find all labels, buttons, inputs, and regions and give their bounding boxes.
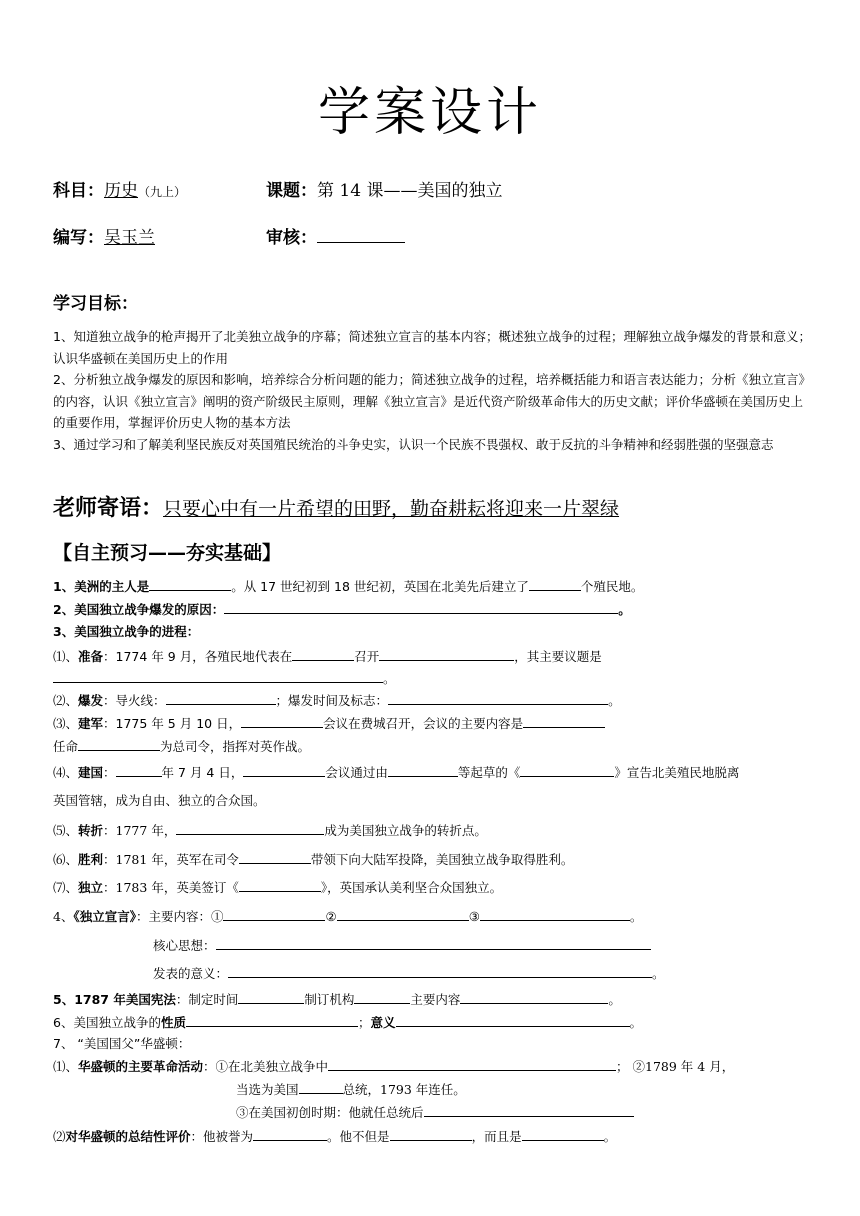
review-label: 审核： <box>266 228 317 248</box>
q5-row <box>53 989 621 1008</box>
q2-text: 2、美国独立战争爆发的原因： <box>53 602 225 617</box>
s7-blank <box>239 877 321 892</box>
q1-blank-2 <box>529 576 581 591</box>
q6-text-c: ； <box>357 1015 371 1030</box>
s1-end: 。 <box>383 671 396 686</box>
s2-blank-2 <box>388 690 608 705</box>
s6-text-b: 带领下向大陆军投降，美国独立战争取得胜利。 <box>310 852 574 867</box>
q4-significance-row <box>153 963 665 982</box>
s4-blank-1 <box>116 762 162 777</box>
s6-row <box>53 849 573 868</box>
objective-2: 2、分析独立战争爆发的原因和影响，培养综合分析问题的能力；简述独立战争的过程，培养概括能力和语言表达能力；分析《独立宣言》的内容，认识《独立宣言》阐明的资产阶级民主原则，理解《独立宣言》是近代资产阶级革命伟大的历史文献；评价华盛顿在美国历史上的重要作用，掌握评价历史人物的基本方法 <box>53 372 811 430</box>
lesson-label: 课题： <box>266 181 317 201</box>
w1-row <box>53 1056 734 1075</box>
s1-blank-2 <box>379 646 514 661</box>
lesson-row <box>266 176 502 201</box>
q1-blank-1 <box>149 576 231 591</box>
s4-blank-3 <box>388 762 458 777</box>
s1-blank-3 <box>53 668 383 683</box>
q6-label-nature: 性质 <box>160 1015 186 1030</box>
s1-blank-1 <box>292 646 354 661</box>
w1-text-d: 总统，1793 年连任。 <box>342 1082 466 1097</box>
s4-row <box>53 762 739 781</box>
s4-text-e: 》宣告北美殖民地脱离 <box>614 765 740 780</box>
q5-text-c: 主要内容 <box>410 992 461 1007</box>
s7-row <box>53 877 502 896</box>
w2-no: ⑵ <box>53 1129 66 1144</box>
s4-blank-4 <box>520 762 614 777</box>
q6-end: 。 <box>629 1015 643 1030</box>
s1-no: ⑴、 <box>53 649 79 664</box>
q5-blank-3 <box>460 989 608 1004</box>
teacher-label: 老师寄语： <box>53 496 164 521</box>
s5-row <box>53 820 487 839</box>
s1-label: 准备 <box>78 649 104 664</box>
q5-text-a: ：制定时间 <box>175 992 239 1007</box>
w2-row <box>53 1126 616 1145</box>
s4-blank-2 <box>243 762 325 777</box>
w2-end: 。 <box>603 1129 617 1144</box>
w2-label: 对华盛顿的总结性评价 <box>65 1129 191 1144</box>
w2-blank-1 <box>253 1126 327 1141</box>
s3-blank-1 <box>241 713 323 728</box>
q1-text-c: 个殖民地。 <box>580 579 644 594</box>
s2-no: ⑵、 <box>53 693 79 708</box>
w1-blank-2 <box>299 1079 343 1094</box>
q7-row: 7、 “美国国父”华盛顿： <box>53 1036 191 1051</box>
q6-row <box>53 1012 642 1031</box>
w2-text-c: ，而且是 <box>471 1129 522 1144</box>
teacher-text: 只要心中有一片希望的田野，勤奋耕耘将迎来一片翠绿 <box>163 498 620 520</box>
q1-text-a: 1、美洲的主人是 <box>53 579 150 594</box>
q4-significance-label: 发表的意义： <box>153 966 229 981</box>
subject-value: 历史 <box>104 181 138 201</box>
q4-label: 《独立宣言》 <box>73 909 136 924</box>
w2-blank-3 <box>522 1126 604 1141</box>
q2-row <box>53 599 631 618</box>
s4-no: ⑷、 <box>53 765 79 780</box>
s1-text-a: ：1774 年 9 月，各殖民地代表在 <box>103 649 293 664</box>
w1-row-3 <box>236 1102 634 1121</box>
q4-significance-end: 。 <box>652 966 665 981</box>
q4-end: 。 <box>629 909 643 924</box>
q4-core-row <box>153 935 651 954</box>
lesson-value: 第 14 课——美国的独立 <box>317 181 503 201</box>
s6-label: 胜利 <box>78 852 104 867</box>
s2-text-b: ；爆发时间及标志： <box>275 693 389 708</box>
s6-text-a: ：1781 年，英军在司令 <box>103 852 239 867</box>
w1-blank-3 <box>424 1102 634 1117</box>
s5-no: ⑸、 <box>53 823 79 838</box>
q4-text-b: ② <box>325 909 337 924</box>
s5-text-b: 成为美国独立战争的转折点。 <box>324 823 487 838</box>
s3-no: ⑶、 <box>53 716 79 731</box>
review-row <box>266 223 405 248</box>
q6-blank-1 <box>186 1012 358 1027</box>
s2-row <box>53 690 621 709</box>
w1-label: 华盛顿的主要革命活动 <box>78 1059 204 1074</box>
q2-end: 。 <box>618 602 631 617</box>
author-row <box>53 223 155 248</box>
subject-row <box>53 176 186 201</box>
q5-end: 。 <box>608 992 621 1007</box>
q4-text-a: ：主要内容：① <box>135 909 224 924</box>
s4-row-2: 英国管辖，成为自由、独立的合众国。 <box>53 793 266 808</box>
q5-text-b: 制订机构 <box>304 992 355 1007</box>
s3-row-2 <box>53 736 310 755</box>
q4-no: 4、 <box>53 909 74 924</box>
q4-significance-blank <box>228 963 652 978</box>
w1-row-2 <box>236 1079 466 1098</box>
q2-blank <box>224 599 618 614</box>
s3-row <box>53 713 605 732</box>
q4-row <box>53 906 642 925</box>
objectives-heading: 学习目标： <box>53 294 138 314</box>
s7-no: ⑺、 <box>53 880 79 895</box>
q3-row: 3、美国独立战争的进程： <box>53 624 200 639</box>
w2-blank-2 <box>390 1126 472 1141</box>
w2-text-a: ：他被誉为 <box>190 1129 254 1144</box>
q5-blank-2 <box>354 989 410 1004</box>
s1-text-b: 召开 <box>354 649 380 664</box>
subject-label: 科目： <box>53 181 104 201</box>
w1-text-c: 当选为美国 <box>236 1082 299 1097</box>
q4-blank-3 <box>480 906 630 921</box>
s7-label: 独立 <box>78 880 104 895</box>
q4-blank-2 <box>337 906 469 921</box>
s1-row-2 <box>53 668 396 687</box>
teacher-quote <box>53 491 619 522</box>
w1-text-a: ：①在北美独立战争中 <box>203 1059 329 1074</box>
w1-blank-1 <box>328 1056 616 1071</box>
q4-text-c: ③ <box>468 909 480 924</box>
author-label: 编写： <box>53 228 104 248</box>
s3-text-a: ：1775 年 5 月 10 日， <box>103 716 242 731</box>
s3-label: 建军 <box>78 716 104 731</box>
q5-blank-1 <box>238 989 304 1004</box>
q6-label-meaning: 意义 <box>370 1015 396 1030</box>
s3-text-c: 任命 <box>53 739 79 754</box>
s6-no: ⑹、 <box>53 852 79 867</box>
s1-row <box>53 646 602 665</box>
s2-blank-1 <box>166 690 276 705</box>
q1-text-b: 。从 17 世纪初到 18 世纪初，英国在北美先后建立了 <box>231 579 529 594</box>
objective-3: 3、通过学习和了解美利坚民族反对英国殖民统治的斗争史实，认识一个民族不畏强权、敢于反抗的斗争精神和经弱胜强的坚强意志 <box>53 437 774 452</box>
preview-heading: 【自主预习——夯实基础】 <box>53 542 282 564</box>
w1-text-e: ③在美国初创时期：他就任总统后 <box>236 1105 424 1120</box>
q1-row <box>53 576 643 595</box>
q4-core-label: 核心思想： <box>153 938 216 953</box>
s2-text-a: ：导火线： <box>103 693 166 708</box>
s4-label: 建国 <box>78 765 104 780</box>
author-value: 吴玉兰 <box>104 228 155 248</box>
s5-label: 转折 <box>78 823 104 838</box>
w2-text-b: 。他不但是 <box>327 1129 390 1144</box>
s3-blank-3 <box>78 736 160 751</box>
s7-text-a: ：1783 年，英美签订《 <box>103 880 239 895</box>
s2-end: 。 <box>608 693 621 708</box>
s5-blank <box>176 820 324 835</box>
w1-no: ⑴、 <box>53 1059 79 1074</box>
q4-blank-1 <box>223 906 325 921</box>
q5-label: 5、1787 年美国宪法 <box>53 992 176 1007</box>
page-title: 学案设计 <box>317 83 542 143</box>
s6-blank <box>239 849 311 864</box>
s1-text-c: ，其主要议题是 <box>514 649 602 664</box>
s2-label: 爆发 <box>78 693 104 708</box>
s4-text-a: ： <box>103 765 116 780</box>
review-blank <box>317 228 405 243</box>
s3-blank-2 <box>523 713 605 728</box>
q4-core-blank <box>216 935 651 950</box>
s4-text-c: 会议通过由 <box>325 765 388 780</box>
q6-text-a: 6、美国独立战争的 <box>53 1015 161 1030</box>
s5-text-a: ：1777 年， <box>103 823 177 838</box>
objective-1: 1、知道独立战争的枪声揭开了北美独立战争的序幕；简述独立宣言的基本内容；概述独立战争的过程；理解独立战争爆发的背景和意义；认识华盛顿在美国历史上的作用 <box>53 329 811 366</box>
s4-text-b: 年 7 月 4 日， <box>161 765 244 780</box>
s4-text-d: 等起草的《 <box>457 765 521 780</box>
subject-grade: （九上） <box>138 185 187 199</box>
q6-blank-2 <box>396 1012 630 1027</box>
s3-text-d: 为总司令，指挥对英作战。 <box>160 739 311 754</box>
s7-text-b: 》，英国承认美利坚合众国独立。 <box>320 880 503 895</box>
s3-text-b: 会议在费城召开，会议的主要内容是 <box>323 716 524 731</box>
w1-text-b: ； ②1789 年 4 月， <box>616 1059 735 1074</box>
